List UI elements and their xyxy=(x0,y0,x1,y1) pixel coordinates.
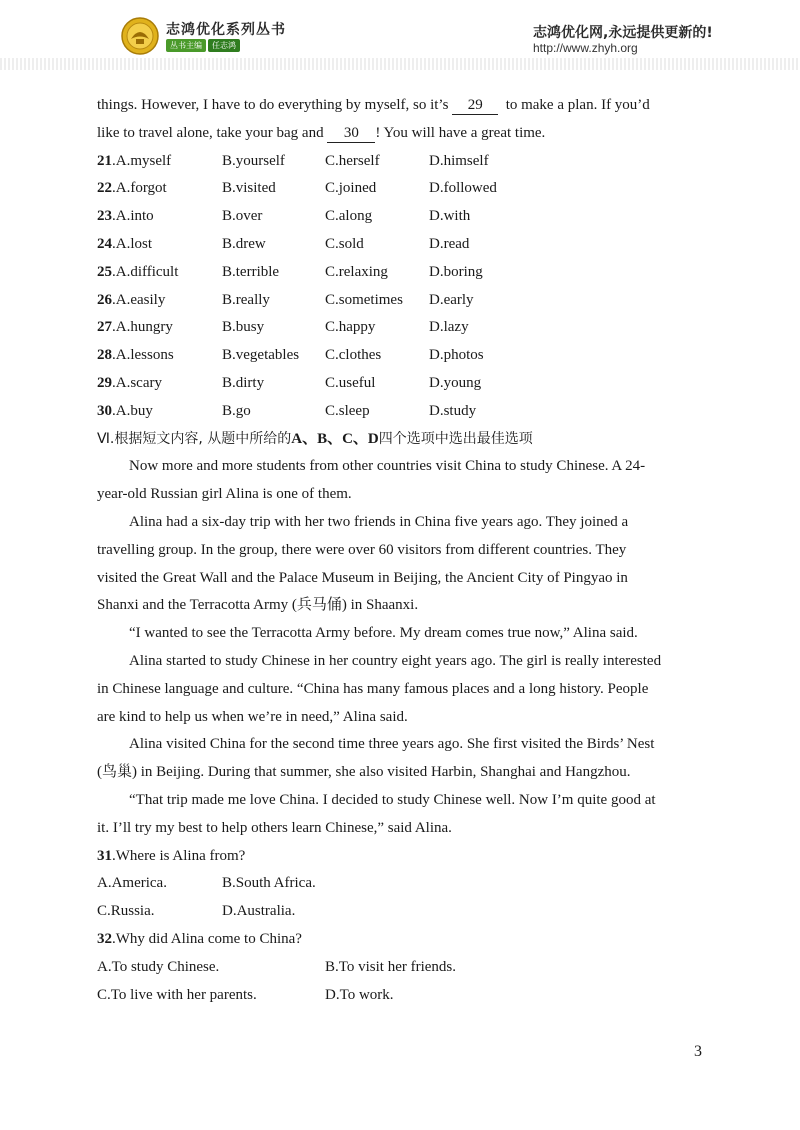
option-d[interactable]: D.young xyxy=(429,374,482,391)
cloze-question-row xyxy=(97,259,707,287)
option-a-text: .A.myself xyxy=(112,152,172,169)
option-c[interactable]: C.joined xyxy=(325,180,377,197)
option-a-text: .A.into xyxy=(112,208,154,225)
question-32-options-row xyxy=(97,954,707,982)
option-c[interactable]: C.relaxing xyxy=(325,263,388,280)
option-d[interactable]: D.To work. xyxy=(325,986,394,1003)
question-number: 24 xyxy=(97,235,112,252)
option-c[interactable]: C.herself xyxy=(325,152,380,169)
passage-line: Shanxi and the Terracotta Army (兵马俑) in Shaanxi. xyxy=(97,597,419,614)
question-stem: .Why did Alina come to China? xyxy=(112,930,302,947)
question-number: 30 xyxy=(97,402,112,419)
question-31-options-row xyxy=(97,870,707,898)
option-a-text: .A.lessons xyxy=(112,347,174,364)
option-d[interactable]: D.with xyxy=(429,208,471,225)
option-b[interactable]: B.really xyxy=(222,291,270,308)
option-b[interactable]: B.go xyxy=(222,402,251,419)
passage-line: are kind to help us when we’re in need,” Alina said. xyxy=(97,708,408,725)
question-31-stem xyxy=(97,843,707,871)
passage-line: Alina had a six-day trip with her two friends in China five years ago. They joined a xyxy=(129,513,629,530)
cloze-question-row xyxy=(97,175,707,203)
question-number: 21 xyxy=(97,152,112,169)
option-b[interactable]: B.over xyxy=(222,208,263,225)
cloze-question-row xyxy=(97,231,707,259)
section-6-title xyxy=(97,426,707,454)
passage-line xyxy=(97,120,707,148)
cloze-question-row xyxy=(97,203,707,231)
cloze-question-row xyxy=(97,148,707,176)
editor-row xyxy=(166,39,240,52)
passage-line: it. I’ll try my best to help others learn Chinese,” said Alina. xyxy=(97,819,452,836)
option-a-text: .A.difficult xyxy=(112,263,179,280)
passage-line xyxy=(97,92,707,120)
option-a-text: .A.forgot xyxy=(112,180,167,197)
option-b[interactable]: B.dirty xyxy=(222,374,265,391)
passage-text: ! You will have a great time. xyxy=(375,124,546,141)
option-d[interactable]: D.Australia. xyxy=(222,903,296,920)
option-a[interactable]: A.To study Chinese. xyxy=(97,958,220,975)
option-a[interactable] xyxy=(97,287,222,315)
question-number: 28 xyxy=(97,347,112,364)
option-c[interactable]: C.useful xyxy=(325,374,376,391)
passage-line: (鸟巢) in Beijing. During that summer, she also visited Harbin, Shanghai and Hangzhou. xyxy=(97,764,631,781)
section-title-suffix: 四个选项中选出最佳选项 xyxy=(378,430,533,447)
question-stem: .Where is Alina from? xyxy=(112,847,246,864)
option-b[interactable]: B.terrible xyxy=(222,263,280,280)
option-d[interactable]: D.followed xyxy=(429,180,497,197)
option-b[interactable]: B.vegetables xyxy=(222,347,300,364)
question-32-options-row xyxy=(97,982,707,1010)
option-d[interactable]: D.study xyxy=(429,402,477,419)
option-d[interactable]: D.himself xyxy=(429,152,489,169)
question-number: 31 xyxy=(97,847,112,864)
option-c[interactable]: C.To live with her parents. xyxy=(97,986,257,1003)
passage-line: Now more and more students from other countries visit China to study Chinese. A 24- xyxy=(129,458,646,475)
passage-line: “That trip made me love China. I decided to study Chinese well. Now I’m quite good at xyxy=(129,791,656,808)
option-a[interactable] xyxy=(97,398,222,426)
option-a[interactable] xyxy=(97,231,222,259)
option-a[interactable] xyxy=(97,342,222,370)
cloze-question-row xyxy=(97,342,707,370)
question-31-options-row xyxy=(97,898,707,926)
cloze-question-list xyxy=(97,148,707,426)
option-b[interactable]: B.visited xyxy=(222,180,276,197)
option-b[interactable]: B.busy xyxy=(222,319,265,336)
option-b[interactable]: B.drew xyxy=(222,235,266,252)
option-b[interactable]: B.To visit her friends. xyxy=(325,958,457,975)
passage-line: travelling group. In the group, there were over 60 visitors from different countries. They xyxy=(97,541,627,558)
passage-line: Alina visited China for the second time three years ago. She first visited the Birds’ Nest xyxy=(129,736,655,753)
option-a-text: .A.buy xyxy=(112,402,153,419)
question-32-stem xyxy=(97,926,707,954)
blank-29: 29 xyxy=(452,96,498,115)
option-d[interactable]: D.boring xyxy=(429,263,483,280)
cloze-question-row xyxy=(97,370,707,398)
option-a[interactable] xyxy=(97,203,222,231)
editor-name: 任志鸿 xyxy=(208,39,240,52)
passage-line: visited the Great Wall and the Palace Museum in Beijing, the Ancient City of Pingyao in xyxy=(97,569,628,586)
cloze-question-row xyxy=(97,398,707,426)
option-a[interactable] xyxy=(97,259,222,287)
option-d[interactable]: D.read xyxy=(429,235,470,252)
option-c[interactable]: C.clothes xyxy=(325,347,382,364)
question-number: 32 xyxy=(97,930,112,947)
passage-line: “I wanted to see the Terracotta Army before. My dream comes true now,” Alina said. xyxy=(129,625,638,642)
section-title-letters: A、B、C、D xyxy=(291,430,379,447)
question-number: 22 xyxy=(97,180,112,197)
option-a[interactable]: A.America. xyxy=(97,875,167,892)
option-a[interactable] xyxy=(97,175,222,203)
editor-tag: 丛书主编 xyxy=(166,39,206,52)
option-a[interactable] xyxy=(97,370,222,398)
option-b[interactable]: B.South Africa. xyxy=(222,875,316,892)
option-a-text: .A.easily xyxy=(112,291,166,308)
passage-text: things. However, I have to do everything by myself, so it’s xyxy=(97,97,453,113)
question-number: 27 xyxy=(97,319,112,336)
option-c[interactable]: C.sold xyxy=(325,235,364,252)
page-header xyxy=(0,0,800,70)
passage-line: year-old Russian girl Alina is one of them. xyxy=(97,486,352,503)
option-b[interactable]: B.yourself xyxy=(222,152,285,169)
passage-text: like to travel alone, take your bag and xyxy=(97,124,328,141)
passage-text: to make a plan. If you’d xyxy=(498,97,650,113)
blank-30: 30 xyxy=(327,124,375,143)
question-number: 29 xyxy=(97,374,112,391)
option-a[interactable] xyxy=(97,314,222,342)
option-a-text: .A.scary xyxy=(112,374,162,391)
question-number: 25 xyxy=(97,263,112,280)
passage-line: in Chinese language and culture. “China has many famous places and a long history. People xyxy=(97,680,649,697)
option-a-text: .A.lost xyxy=(112,235,153,252)
site-url[interactable]: http://www.zhyh.org xyxy=(533,41,638,55)
question-number: 23 xyxy=(97,208,112,225)
option-c[interactable]: C.sleep xyxy=(325,402,370,419)
option-a[interactable] xyxy=(97,148,222,176)
option-d[interactable]: D.early xyxy=(429,291,474,308)
option-c[interactable]: C.along xyxy=(325,208,373,225)
site-slogan: 志鸿优化网,永远提供更新的! xyxy=(533,25,713,41)
option-d[interactable]: D.photos xyxy=(429,347,484,364)
header-band xyxy=(0,58,800,70)
page-content xyxy=(97,92,707,1009)
cloze-question-row xyxy=(97,314,707,342)
publisher-logo-icon xyxy=(121,17,159,55)
option-c[interactable]: C.sometimes xyxy=(325,291,403,308)
cloze-question-row xyxy=(97,287,707,315)
page-number: 3 xyxy=(694,1043,702,1060)
question-number: 26 xyxy=(97,291,112,308)
reading-passage xyxy=(97,453,707,842)
option-c[interactable]: C.happy xyxy=(325,319,376,336)
series-title: 志鸿优化系列丛书 xyxy=(166,22,286,38)
passage-line: Alina started to study Chinese in her country eight years ago. The girl is really interested xyxy=(129,652,662,669)
section-title-prefix: Ⅵ.根据短文内容, 从题中所给的 xyxy=(97,430,292,447)
option-a-text: .A.hungry xyxy=(112,319,173,336)
option-d[interactable]: D.lazy xyxy=(429,319,469,336)
option-c[interactable]: C.Russia. xyxy=(97,903,155,920)
